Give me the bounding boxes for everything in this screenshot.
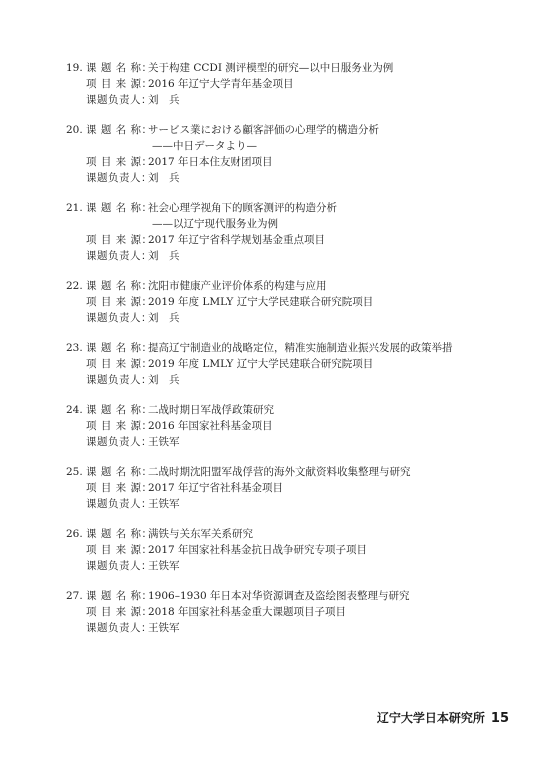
source-label: 项 目 来 源： — [86, 420, 153, 432]
project-entry — [66, 340, 506, 388]
project-source-line — [66, 604, 506, 620]
title-label: 课 题 名 称： — [86, 280, 153, 292]
lead-label: 课题负责人： — [86, 172, 152, 184]
project-lead: 刘 兵 — [148, 94, 180, 106]
project-title: 社会心理学视角下的顾客测评的构造分析 — [148, 202, 337, 214]
project-title: 二战时期日军战俘政策研究 — [148, 404, 274, 416]
title-label: 课 题 名 称： — [86, 590, 153, 602]
project-source-line — [66, 294, 506, 310]
project-title: サービス業における顧客評価の心理学的構造分析 — [148, 124, 379, 136]
page-number: 15 — [490, 711, 509, 726]
project-entry — [66, 60, 506, 108]
project-entry — [66, 278, 506, 326]
lead-label: 课题负责人： — [86, 374, 152, 386]
project-lead-line — [66, 92, 506, 108]
project-title-line — [66, 122, 506, 138]
entry-number: 25. — [66, 466, 83, 478]
project-entry — [66, 200, 506, 264]
entry-number: 26. — [66, 528, 83, 540]
project-source: 2017 年辽宁省社科基金项目 — [148, 482, 284, 494]
project-source: 2016 年国家社科基金项目 — [148, 420, 273, 432]
project-source: 2017 年日本住友财团项目 — [148, 156, 273, 168]
entry-number: 23. — [66, 342, 83, 354]
project-title: 满铁与关东军关系研究 — [148, 528, 253, 540]
project-lead-line — [66, 372, 506, 388]
project-source: 2018 年国家社科基金重大课题项目子项目 — [148, 606, 347, 618]
entry-number: 21. — [66, 202, 83, 214]
project-lead-line — [66, 248, 506, 264]
project-subtitle: ——中日データより— — [152, 140, 257, 152]
project-lead: 王铁军 — [148, 622, 180, 634]
project-title-line — [66, 200, 506, 216]
project-title-line — [66, 60, 506, 76]
project-title-line — [66, 526, 506, 542]
source-label: 项 目 来 源： — [86, 544, 153, 556]
project-lead: 王铁军 — [148, 560, 180, 572]
project-title: 关于构建 CCDI 测评模型的研究—以中日服务业为例 — [148, 62, 394, 74]
source-label: 项 目 来 源： — [86, 296, 153, 308]
project-source-line — [66, 480, 506, 496]
entry-number: 20. — [66, 124, 83, 136]
source-label: 项 目 来 源： — [86, 234, 153, 246]
page-footer — [377, 709, 509, 726]
project-entry — [66, 526, 506, 574]
project-lead-line — [66, 620, 506, 636]
project-source-line — [66, 154, 506, 170]
project-lead: 王铁军 — [148, 436, 180, 448]
lead-label: 课题负责人： — [86, 498, 152, 510]
entry-number: 19. — [66, 62, 83, 74]
entry-number: 24. — [66, 404, 83, 416]
project-source: 2017 年国家社科基金抗日战争研究专项子项目 — [148, 544, 368, 556]
source-label: 项 目 来 源： — [86, 156, 153, 168]
project-source: 2019 年度 LMLY 辽宁大学民建联合研究院项目 — [148, 296, 374, 308]
project-subtitle-line — [66, 138, 506, 154]
project-source: 2016 年辽宁大学青年基金项目 — [148, 78, 294, 90]
source-label: 项 目 来 源： — [86, 78, 153, 90]
project-list — [66, 60, 506, 650]
title-label: 课 题 名 称： — [86, 124, 153, 136]
project-subtitle: ——以辽宁现代服务业为例 — [152, 218, 278, 230]
lead-label: 课题负责人： — [86, 436, 152, 448]
entry-number: 22. — [66, 280, 83, 292]
project-lead-line — [66, 496, 506, 512]
project-entry — [66, 588, 506, 636]
lead-label: 课题负责人： — [86, 622, 152, 634]
project-source-line — [66, 542, 506, 558]
project-lead: 刘 兵 — [148, 312, 180, 324]
project-source: 2019 年度 LMLY 辽宁大学民建联合研究院项目 — [148, 358, 374, 370]
title-label: 课 题 名 称： — [86, 404, 153, 416]
title-label: 课 题 名 称： — [86, 528, 153, 540]
source-label: 项 目 来 源： — [86, 482, 153, 494]
project-title-line — [66, 588, 506, 604]
footer-institute-name: 辽宁大学日本研究所 — [376, 711, 485, 725]
project-lead-line — [66, 434, 506, 450]
project-source-line — [66, 232, 506, 248]
project-source: 2017 年辽宁省科学规划基金重点项目 — [148, 234, 326, 246]
project-lead: 刘 兵 — [148, 172, 180, 184]
project-source-line — [66, 76, 506, 92]
project-title: 1906–1930 年日本对华资源调查及盗绘图表整理与研究 — [148, 590, 410, 602]
title-label: 课 题 名 称： — [86, 466, 153, 478]
project-entry — [66, 402, 506, 450]
project-entry — [66, 122, 506, 186]
project-source-line — [66, 418, 506, 434]
project-lead: 刘 兵 — [148, 250, 180, 262]
lead-label: 课题负责人： — [86, 250, 152, 262]
project-title: 二战时期沈阳盟军战俘营的海外文献资料收集整理与研究 — [148, 466, 411, 478]
project-subtitle-line — [66, 216, 506, 232]
source-label: 项 目 来 源： — [86, 606, 153, 618]
project-source-line — [66, 356, 506, 372]
project-lead: 刘 兵 — [148, 374, 180, 386]
project-lead-line — [66, 558, 506, 574]
project-title: 沈阳市健康产业评价体系的构建与应用 — [148, 280, 327, 292]
project-title-line — [66, 464, 506, 480]
lead-label: 课题负责人： — [86, 560, 152, 572]
project-lead-line — [66, 310, 506, 326]
project-entry — [66, 464, 506, 512]
project-lead-line — [66, 170, 506, 186]
lead-label: 课题负责人： — [86, 94, 152, 106]
entry-number: 27. — [66, 590, 83, 602]
project-title-line — [66, 340, 506, 356]
project-lead: 王铁军 — [148, 498, 180, 510]
title-label: 课 题 名 称： — [86, 202, 153, 214]
project-title: 提高辽宁制造业的战略定位，精准实施制造业振兴发展的政策举措 — [148, 342, 453, 354]
project-title-line — [66, 278, 506, 294]
project-title-line — [66, 402, 506, 418]
title-label: 课 题 名 称： — [86, 62, 153, 74]
source-label: 项 目 来 源： — [86, 358, 153, 370]
title-label: 课 题 名 称： — [86, 342, 153, 354]
lead-label: 课题负责人： — [86, 312, 152, 324]
